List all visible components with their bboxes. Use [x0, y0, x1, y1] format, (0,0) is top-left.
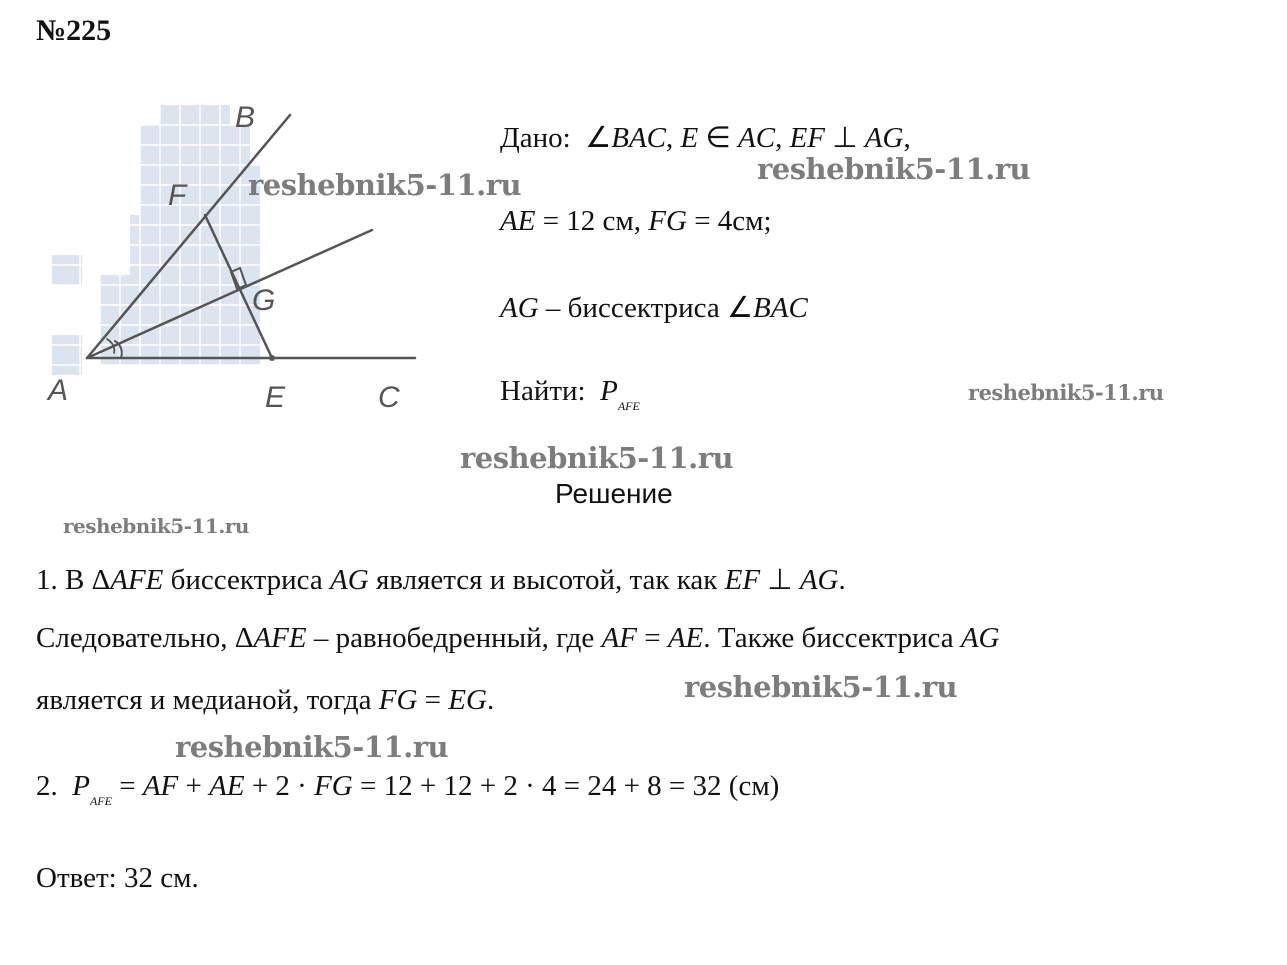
- label-a: A: [48, 374, 69, 407]
- math-term: AG: [500, 292, 539, 324]
- angle-symbol: ∠: [585, 122, 612, 154]
- grid-background: [52, 105, 260, 395]
- math-term: FG: [378, 684, 418, 716]
- answer: Ответ: 32 см.: [36, 862, 199, 894]
- text-part: = 12 + 12 + 2 · 4 = 24 + 8 = 32 (см): [352, 770, 780, 802]
- given-line-2: [500, 205, 772, 238]
- math-term: AF: [601, 622, 637, 654]
- solution-step2: [36, 770, 779, 809]
- watermark: reshebnik5-11.ru: [175, 730, 449, 764]
- find-line: [500, 375, 640, 414]
- text-part: . Также биссектриса: [703, 622, 961, 654]
- label-c: C: [378, 381, 400, 414]
- step-number: 2.: [36, 770, 58, 802]
- math-term: FG: [314, 770, 353, 802]
- text-part: + 2 ·: [244, 770, 315, 802]
- math-term: AG: [960, 622, 1000, 654]
- text-part: – равнобедренный, где: [306, 622, 602, 654]
- math-term: AFE: [253, 622, 307, 654]
- math-term: AG: [330, 564, 369, 596]
- text-part: =: [417, 684, 449, 716]
- solution-title: Решение: [555, 478, 673, 509]
- given-line-1: [500, 120, 911, 155]
- watermark: reshebnik5-11.ru: [684, 670, 958, 704]
- text-part: 1. В Δ: [36, 564, 111, 596]
- find-label: Найти:: [500, 375, 586, 407]
- find-subscript: AFE: [617, 399, 640, 413]
- math-term: AE: [500, 205, 536, 237]
- math-term: FG: [648, 205, 687, 237]
- math-term: BAC: [753, 292, 808, 324]
- math-term: EF: [789, 122, 825, 154]
- perimeter-subscript: AFE: [89, 794, 112, 808]
- label-b: B: [235, 101, 256, 134]
- math-term: EF: [724, 564, 761, 596]
- text-part: является и высотой, так как: [368, 564, 725, 596]
- problem-number: №225: [36, 14, 112, 47]
- math-term: AG: [864, 122, 904, 154]
- math-term: E: [680, 122, 699, 154]
- math-term: EG: [448, 684, 487, 716]
- math-sep: ⊥: [825, 122, 865, 154]
- math-term: AE: [209, 770, 245, 802]
- solution-step1-line1: [36, 562, 846, 597]
- watermark: reshebnik5-11.ru: [757, 152, 1031, 186]
- watermark: reshebnik5-11.ru: [460, 441, 734, 475]
- text-part: =: [111, 770, 143, 802]
- text-part: .: [838, 564, 846, 596]
- math-sep: ∈: [698, 122, 738, 154]
- watermark: reshebnik5-11.ru: [63, 514, 249, 538]
- math-sep: ,: [903, 122, 911, 154]
- text-part: Следовательно, Δ: [36, 622, 254, 654]
- text-part: .: [486, 684, 495, 716]
- math-term: BAC: [611, 122, 667, 154]
- math-term: AC: [738, 122, 776, 154]
- solution-step1-line2: [36, 622, 1000, 655]
- math-term: AFE: [110, 564, 164, 596]
- math-sep: – биссектриса ∠: [538, 292, 754, 324]
- math-sep: = 12 см,: [535, 205, 649, 237]
- given-label: Дано:: [500, 122, 571, 154]
- solution-step1-line3: [36, 684, 494, 717]
- math-sep: ,: [666, 122, 681, 154]
- find-value: P: [600, 375, 618, 407]
- label-f: F: [168, 179, 187, 212]
- watermark: reshebnik5-11.ru: [968, 380, 1164, 405]
- math-sep: = 4см;: [686, 205, 772, 237]
- math-term: AF: [142, 770, 179, 802]
- label-e: E: [265, 381, 286, 414]
- text-part: является и медианой, тогда: [36, 684, 379, 716]
- text-part: =: [636, 622, 668, 654]
- label-g: G: [252, 284, 276, 317]
- perimeter-symbol: P: [72, 770, 90, 802]
- text-part: +: [178, 770, 210, 802]
- math-term: AE: [667, 622, 704, 654]
- math-term: AG: [799, 564, 839, 596]
- math-sep: ,: [775, 122, 790, 154]
- watermark: reshebnik5-11.ru: [248, 168, 522, 202]
- text-part: биссектриса: [163, 564, 331, 596]
- geometry-figure: [40, 95, 420, 425]
- given-line-3: [500, 290, 808, 325]
- text-part: ⊥: [760, 564, 800, 596]
